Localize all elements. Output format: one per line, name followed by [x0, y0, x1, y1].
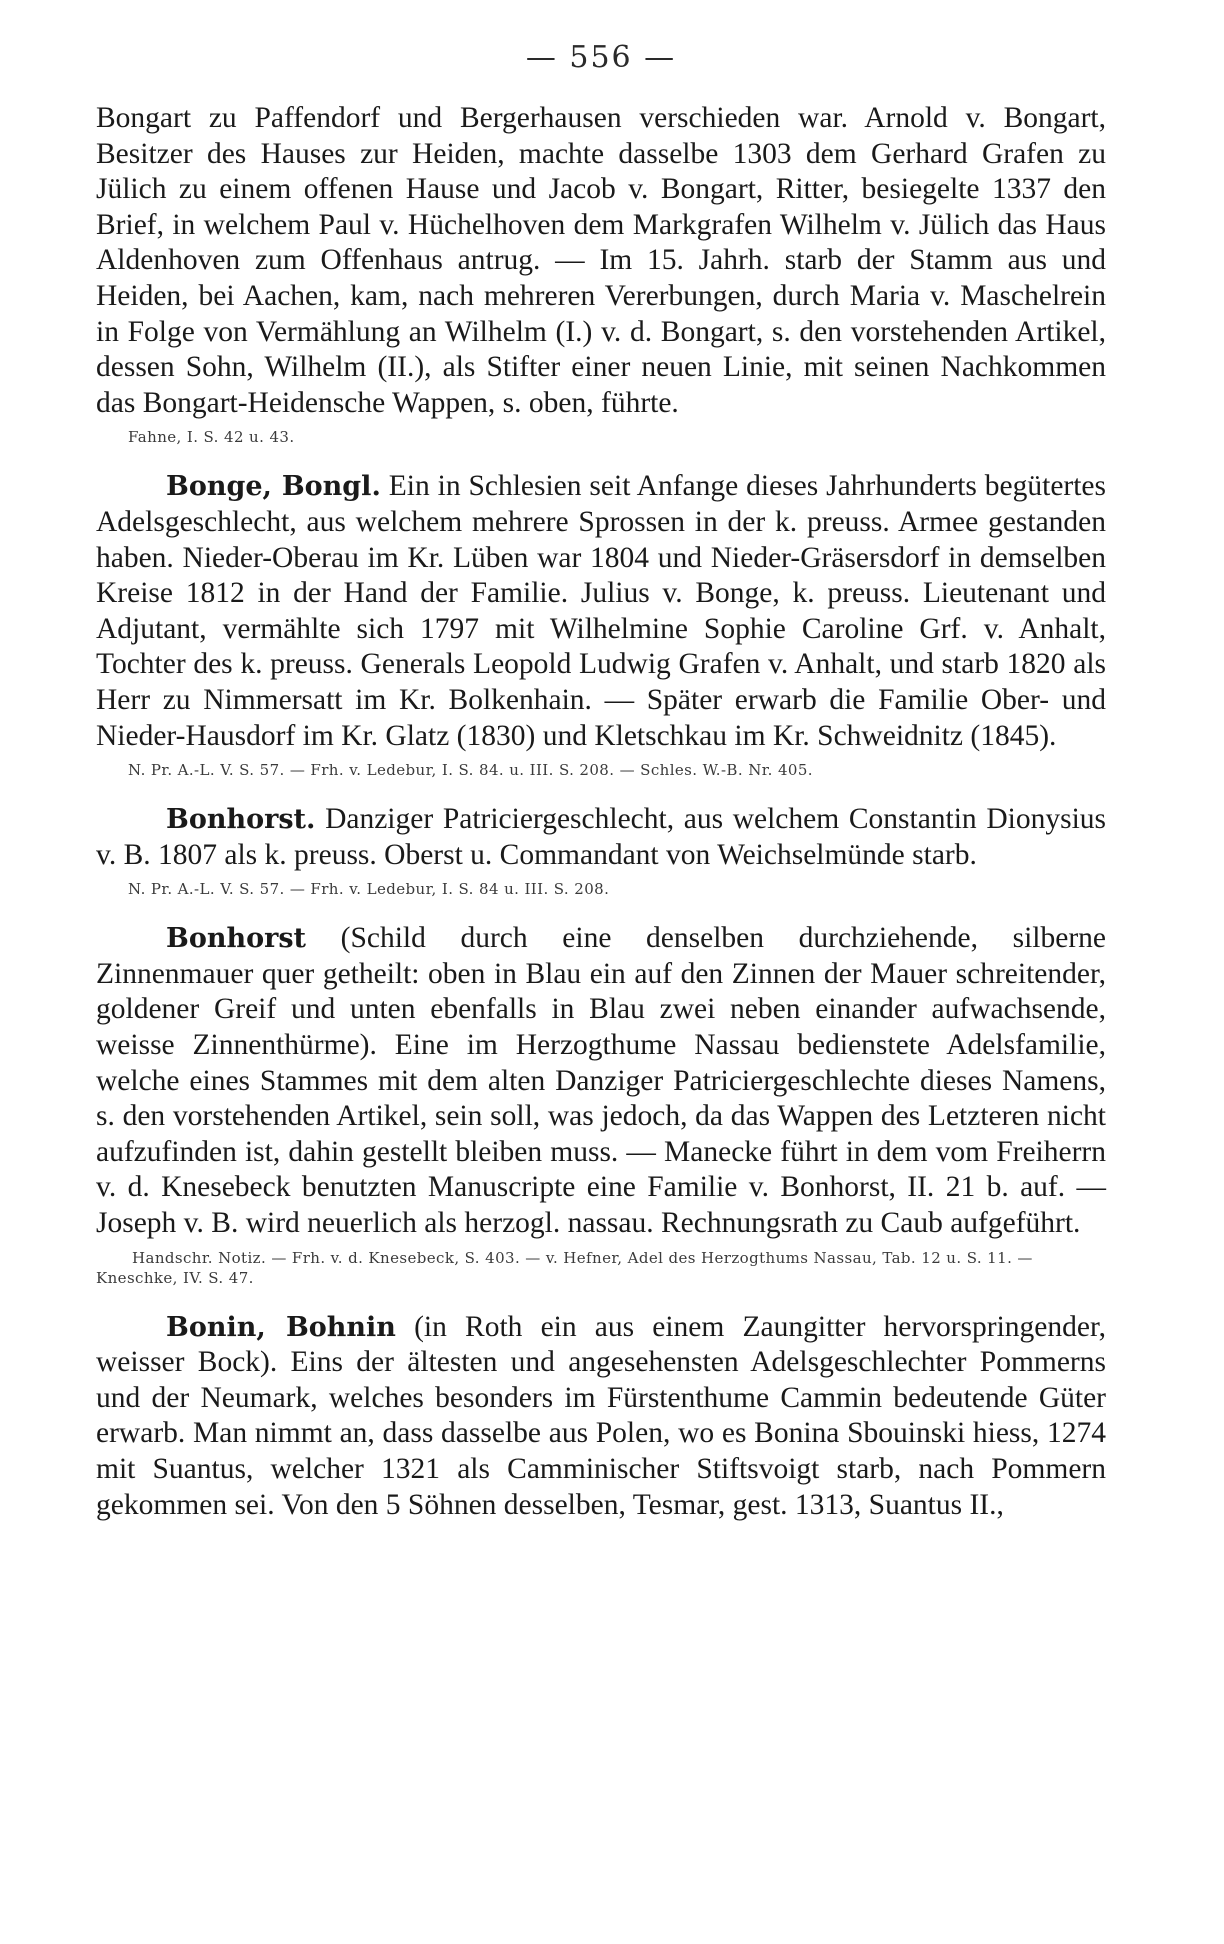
document-page [96, 40, 1106, 1523]
page-number: — 556 — [525, 40, 677, 75]
entry-text: (Schild durch eine denselben durchziehende, silberne Zinnenmauer quer getheilt: oben in Blau ein auf den Zinnen der Mauer schreitender, goldener Greif und unten ebenfalls in Blau zwei neben einander aufwachsende, weisse Zinnenthürme). Eine im Herzogthume Nassau bedienstete Adelsfamilie, welche eines Stammes mit dem alten Danziger Patriciergeschlechte dieses Namens, s. den vorstehenden Artikel, sein soll, was jedoch, da das Wappen des Letzteren nicht aufzufinden ist, dahin gestellt bleiben muss. — Manecke führt in dem vom Freiherrn v. d. Knesebeck benutzten Manuscripte eine Familie v. Bonhorst, II. 21 b. auf. — Joseph v. B. wird neuerlich als herzogl. nassau. Rechnungsrath zu Caub aufgeführt. [96, 922, 1107, 1240]
entry-text: Danziger Patriciergeschlecht, aus welchem Constantin Dionysius v. B. 1807 als k. preuss. Oberst u. Commandant von Weichselmünde starb. [96, 803, 1106, 871]
entry-text: Ein in Schlesien seit Anfange dieses Jahrhunderts begütertes Adelsgeschlecht, aus welchem mehrere Sprossen in der k. preuss. Armee gestanden haben. Nieder-Oberau im Kr. Lüben war 1804 und Nieder-Gräsersdorf in demselben Kreise 1812 in der Hand der Familie. Julius v. Bonge, k. preuss. Lieutenant und Adjutant, vermählte sich 1797 mit Wilhelmine Sophie Caroline Grf. v. Anhalt, Tochter des k. preuss. Generals Leopold Ludwig Grafen v. Anhalt, und starb 1820 als Herr zu Nimmersatt im Kr. Bolkenhain. — Später erwarb die Familie Ober- und Nieder-Hausdorf im Kr. Glatz (1830) und Kletschkau im Kr. Schweidnitz (1845). [96, 470, 1107, 752]
entry-bonhorst-danzig [96, 802, 1106, 899]
entry-text: (in Roth ein aus einem Zaungitter hervorspringender, weisser Bock). Eins der ältesten und angesehensten Adelsgeschlechter Pommerns und der Neumark, welches besonders im Fürstenthume Cammin bedeutende Güter erwarb. Man nimmt an, dass dasselbe aus Polen, wo es Bonina Sbouinski hiess, 1274 mit Suantus, welcher 1321 als Camminischer Stiftsvoigt starb, nach Pommern gekommen sei. Von den 5 Söhnen desselben, Tesmar, gest. 1313, Suantus II., [96, 1310, 1107, 1521]
entry-heading: Bonin, Bohnin [166, 1311, 396, 1343]
entry-source: Fahne, I. S. 42 u. 43. [128, 428, 295, 447]
entry-bonhorst-nassau [96, 921, 1106, 1287]
entry-source: N. Pr. A.-L. V. S. 57. — Frh. v. Ledebur, I. S. 84. u. III. S. 208. — Schles. W.-B. Nr. 405. [128, 761, 813, 780]
entry-bonge [96, 469, 1106, 780]
entry-heading: Bonge, Bongl. [166, 471, 381, 503]
entry-source: Handschr. Notiz. — Frh. v. d. Knesebeck, S. 403. — v. Hefner, Adel des Herzogthums Nassau, Tab. 12 u. S. 11. — Kneschke, IV. S. 47. [96, 1248, 1033, 1287]
entry-heading: Bonhorst [166, 923, 306, 955]
entry-bongart-continuation [96, 101, 1106, 447]
entry-heading: Bonhorst. [166, 804, 316, 836]
entry-source: N. Pr. A.-L. V. S. 57. — Frh. v. Ledebur, I. S. 84 u. III. S. 208. [128, 880, 610, 899]
entry-text: Bongart zu Paffendorf und Bergerhausen verschieden war. Arnold v. Bongart, Besitzer des Hauses zur Heiden, machte dasselbe 1303 dem Gerhard Grafen zu Jülich zu einem offenen Hause und Jacob v. Bongart, Ritter, besiegelte 1337 den Brief, in welchem Paul v. Hüchelhoven dem Markgrafen Wilhelm v. Jülich das Haus Aldenhoven zum Offenhaus antrug. — Im 15. Jahrh. starb der Stamm aus und Heiden, bei Aachen, kam, nach mehreren Vererbungen, durch Maria v. Maschelrein in Folge von Vermählung an Wilhelm (I.) v. d. Bongart, s. den vorstehenden Artikel, dessen Sohn, Wilhelm (II.), als Stifter einer neuen Linie, mit seinen Nachkommen das Bongart-Heidensche Wappen, s. oben, führte. [96, 102, 1106, 419]
entry-bonin [96, 1310, 1106, 1524]
